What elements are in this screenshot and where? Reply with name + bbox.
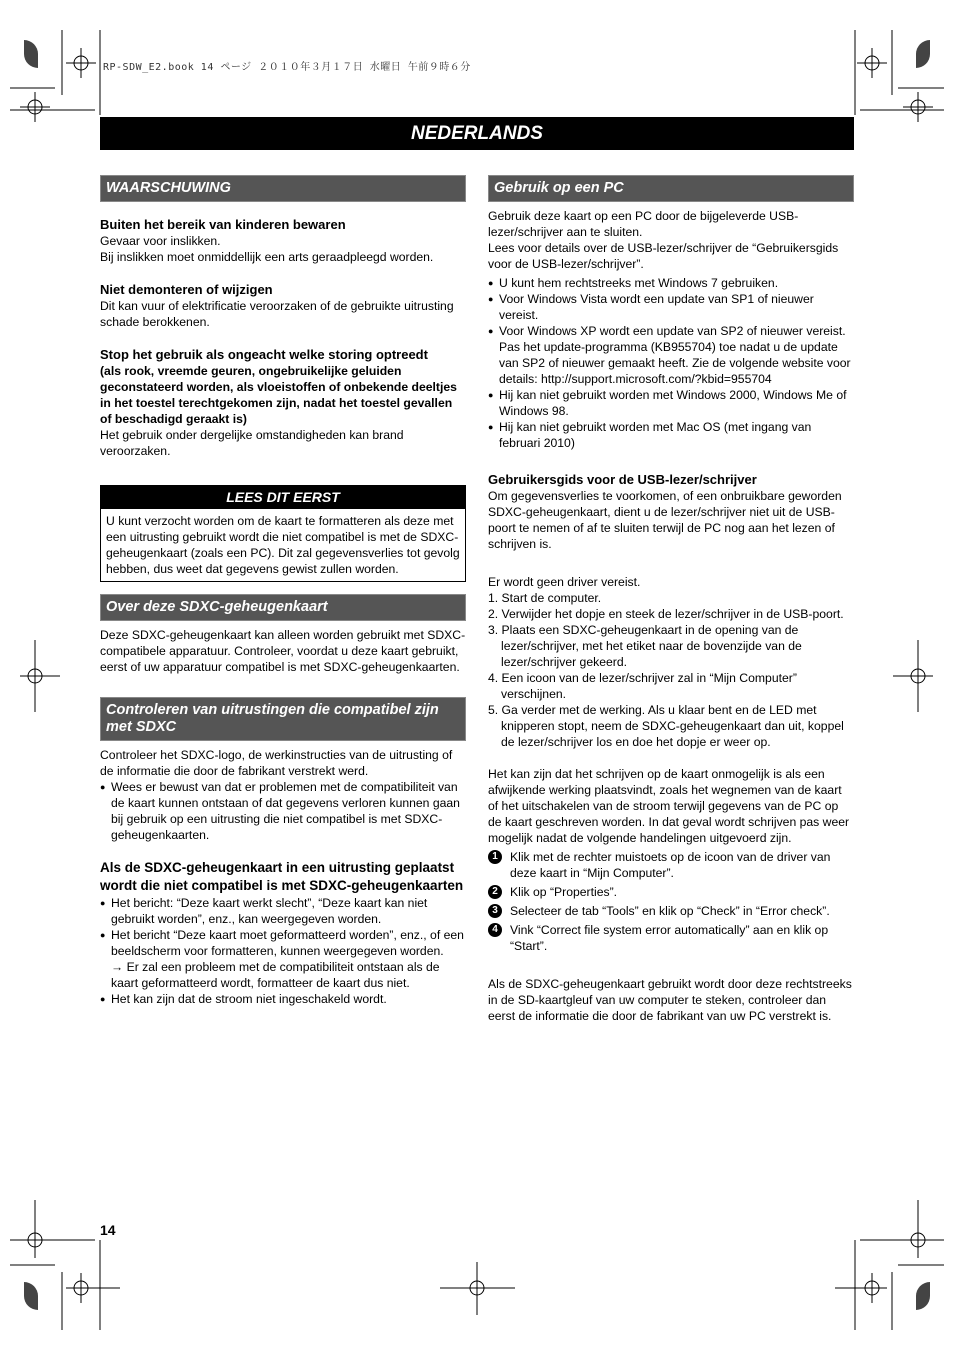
list-item <box>488 884 854 900</box>
warning-item-text: Bij inslikken moet onmiddellijk een arts geraadpleegd worden. <box>100 250 434 264</box>
pc-bullets <box>488 275 854 451</box>
list-item: 2. Verwijder het dopje en steek de lezer/schrijver in de USB-poort. <box>488 607 844 621</box>
language-banner: NEDERLANDS <box>100 117 854 150</box>
compatibility-bullets <box>100 779 466 843</box>
compatibility-heading: Controleren van uitrustingen die compatibel zijn met SDXC <box>100 697 466 741</box>
read-first-heading: LEES DIT EERST <box>101 486 465 509</box>
arrow-note: → Er zal een probleem met de compatibiliteit ontstaan als de kaart geformatteerd wordt, formatteer de kaart dus niet. <box>111 960 440 990</box>
list-item: ● Het bericht: “Deze kaart werkt slecht”, “Deze kaart kan niet gebruikt worden”, enz., kan weergegeven worden. <box>100 895 466 927</box>
step-number-badge: 4 <box>488 923 502 937</box>
warning-item-text: Gevaar voor inslikken. <box>100 234 221 248</box>
print-header-line: RP-SDW_E2.book 14 ページ ２０１０年３月１７日 水曜日 午前９時６分 <box>103 62 471 73</box>
warning-item-heading: Buiten het bereik van kinderen bewaren <box>100 217 346 232</box>
warning-item-heading: Niet demonteren of wijzigen <box>100 282 273 297</box>
list-item: ● Voor Windows XP wordt een update van SP2 of nieuwer vereist. Pas het update-programma (KB955704) toe nadat u de update van SP2 of nieuwer gemaakt heeft. Zie de volgende website voor details: http://support.microsoft.com/?kbid=955704 <box>488 323 854 387</box>
page-number: 14 <box>100 1222 116 1238</box>
list-item: ● Wees er bewust van dat er problemen met de compatibiliteit van de kaart kunnen ontstaan of dat gegevens verloren kunnen gaan bij gebruik op een uitrusting die niet compatibel is met SDXC-geheugenkaarten. <box>100 779 466 843</box>
about-card-heading: Over deze SDXC-geheugenkaart <box>100 594 466 621</box>
list-item: 4. Een icoon van de lezer/schrijver zal in “Mijn Computer” verschijnen. <box>488 671 797 701</box>
usb-guide-heading: Gebruikersgids voor de USB-lezer/schrijver <box>488 472 757 487</box>
list-item: ● Hij kan niet gebruikt worden met Mac OS (met ingang van februari 2010) <box>488 419 854 451</box>
list-item: ● Hij kan niet gebruikt worden met Windows 2000, Windows Me of Windows 98. <box>488 387 854 419</box>
warning-item-text: Het gebruik onder dergelijke omstandigheden kan brand veroorzaken. <box>100 428 404 458</box>
pc-intro-text: Gebruik deze kaart op een PC door de bijgeleverde USB-lezer/schrijver aan te sluiten. <box>488 209 799 239</box>
usb-guide-text: Om gegevensverlies te voorkomen, of een onbruikbare geworden SDXC-geheugenkaart, dient u de lezer/schrijver niet uit de USB-poort te nemen of af te sluiten terwijl de PC nog aan het lezen of schrijven is. <box>488 489 842 551</box>
about-card-text: Deze SDXC-geheugenkaart kan alleen worden gebruikt met SDXC-compatibele apparatuur. Controleer, voordat u deze kaart gebruikt, eerst of uw apparatuur compatibel is met SDXC-geheugenkaarten. <box>100 628 466 674</box>
list-item-text: Het bericht “Deze kaart moet geformatteerd worden”, enz., of een beeldscherm voor formatteren, kunnen weergegeven worden. <box>111 928 464 958</box>
closing-text: Als de SDXC-geheugenkaart gebruikt wordt door deze rechtstreeks in de SD-kaartgleuf van uw computer te steken, controleer dan eerst de informatie die door de fabrikant van uw PC verstrekt is. <box>488 977 852 1023</box>
warning-item-heading: Stop het gebruik als ongeacht welke storing optreedt <box>100 347 428 362</box>
usb-steps <box>488 590 854 750</box>
right-column <box>488 175 854 1024</box>
step-text: Selecteer de tab “Tools” en klik op “Check” in “Error check”. <box>510 904 830 918</box>
pc-usage-heading: Gebruik op een PC <box>488 175 854 202</box>
write-error-text: Het kan zijn dat het schrijven op de kaart onmogelijk is als een afwijkende werking plaatsvindt, zoals het wegnemen van de kaart of het uitschakelen van de stroom terwijl gegevens van de PC op de kaart geschreven worden. In dat geval wordt schrijven pas weer mogelijk nadat de volgende handelingen uitgevoerd zijn. <box>488 767 850 845</box>
step-number-badge: 2 <box>488 885 502 899</box>
pc-intro-text: Lees voor details over de USB-lezer/schrijver de “Gebruikersgids voor de USB-lezer/schrijver”. <box>488 241 839 271</box>
list-item: 1. Start de computer. <box>488 591 602 605</box>
list-item: 3. Plaats een SDXC-geheugenkaart in de opening van de lezer/schrijver, met het etiket naar de bovenzijde van de lezer/schrijver gekeerd. <box>488 623 802 669</box>
list-item: ● Het kan zijn dat de stroom niet ingeschakeld wordt. <box>100 991 466 1007</box>
read-first-text: U kunt verzocht worden om de kaart te formatteren als deze met een uitrusting gebruikt wordt die niet compatibel is met de SDXC-geheugenkaart (zoals een PC). Dit zal gegevensverlies tot gevolg hebben, dus weet dat gegevens gewist zullen worden. <box>106 514 460 576</box>
step-number-badge: 1 <box>488 850 502 864</box>
list-item <box>488 922 854 954</box>
list-item <box>488 849 854 881</box>
compatibility-text: Controleer het SDXC-logo, de werkinstructies van de uitrusting of de informatie die door de fabrikant verstrekt werd. <box>100 748 453 778</box>
list-item <box>488 903 854 919</box>
list-item <box>100 927 466 991</box>
list-item: ● Voor Windows Vista wordt een update van SP1 of nieuwer vereist. <box>488 291 854 323</box>
step-text: Klik op “Properties”. <box>510 885 618 899</box>
warning-heading: WAARSCHUWING <box>100 175 466 202</box>
driver-note: Er wordt geen driver vereist. <box>488 575 641 589</box>
step-text: Vink “Correct file system error automatically” aan en klik op “Start”. <box>510 923 829 953</box>
list-item: 5. Ga verder met de werking. Als u klaar bent en de LED met knipperen stopt, neem de SDXC-geheugenkaart dan uit, koppel de lezer/schrijver los en doe het dopje er weer op. <box>488 703 844 749</box>
read-first-box <box>100 485 466 582</box>
step-number-badge: 3 <box>488 904 502 918</box>
incompatible-bullets <box>100 895 466 1007</box>
repair-steps <box>488 849 854 954</box>
warning-item-text: Dit kan vuur of elektrificatie veroorzaken of de gebruikte uitrusting schade berokkenen. <box>100 299 454 329</box>
left-column <box>100 175 466 1007</box>
incompatible-heading: Als de SDXC-geheugenkaart in een uitrusting geplaatst wordt die niet compatibel is met SDXC-geheugenkaarten <box>100 860 464 893</box>
list-item: ● U kunt hem rechtstreeks met Windows 7 gebruiken. <box>488 275 854 291</box>
step-text: Klik met de rechter muistoets op de icoon van de driver van deze kaart in “Mijn Computer”. <box>510 850 831 880</box>
warning-item-detail: (als rook, vreemde geuren, ongebruikelijke geluiden geconstateerd worden, als vloeistoffen of onbekende deeltjes in het toestel terechtgekomen zijn, nadat het toestel gevallen of beschadigd geraakt is) <box>100 364 457 426</box>
